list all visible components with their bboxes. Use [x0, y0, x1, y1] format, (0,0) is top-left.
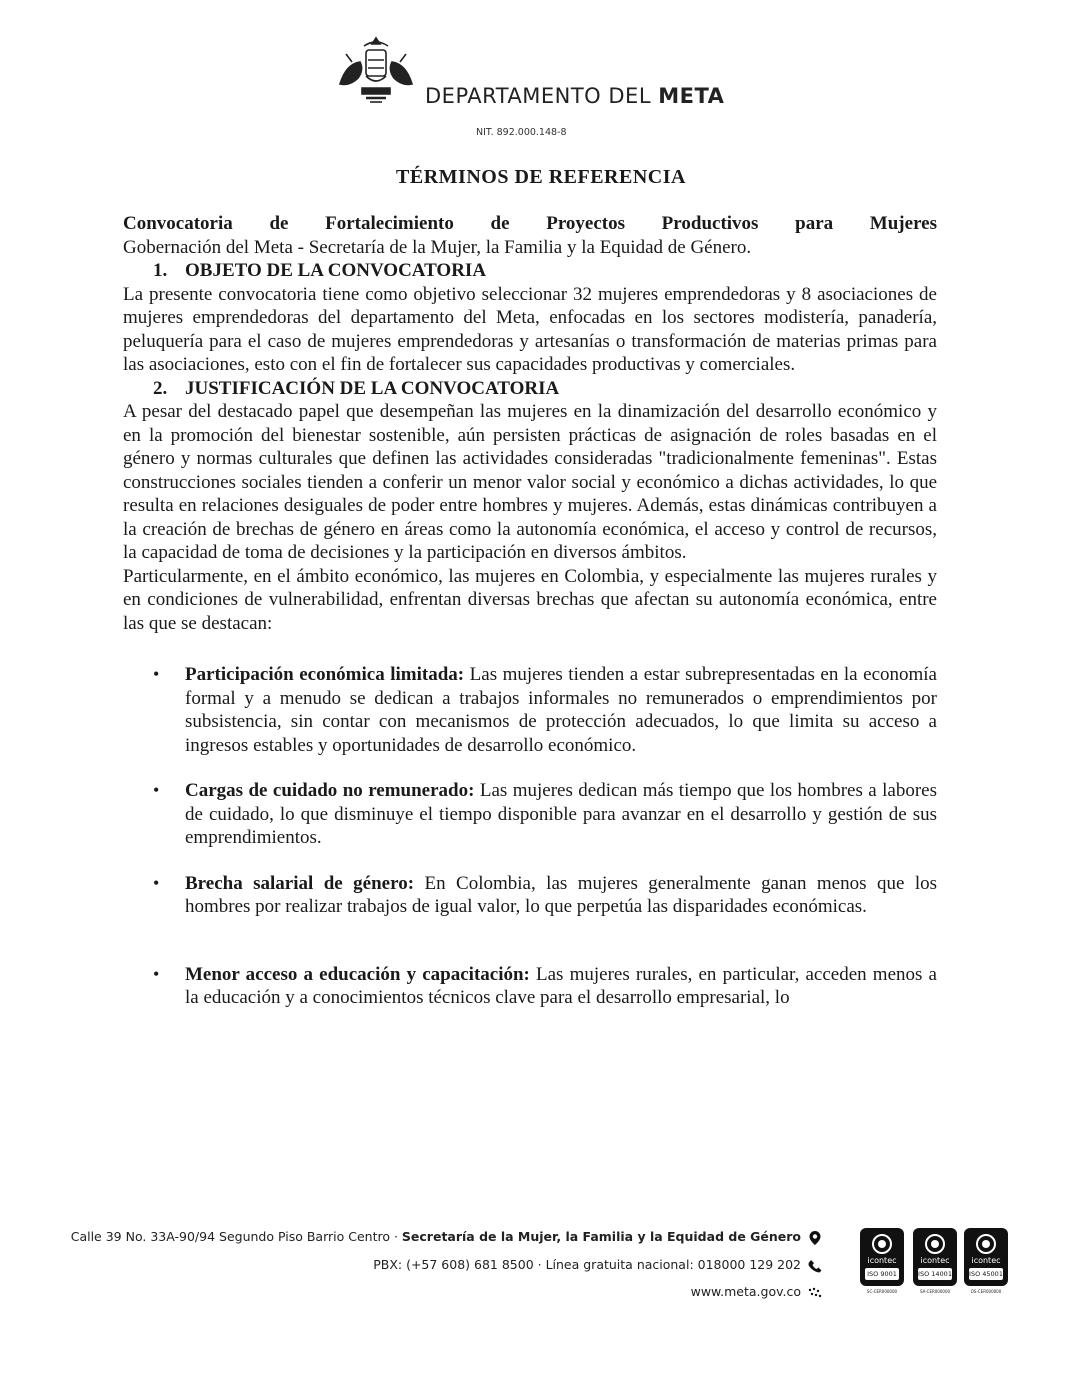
list-item — [123, 663, 937, 757]
footer-phone-line — [373, 1257, 822, 1273]
bullet-icon: • — [153, 664, 160, 684]
badge-iso: ISO 45001 — [969, 1270, 1003, 1278]
bullet-icon: • — [153, 780, 160, 800]
section-2-title: JUSTIFICACIÓN DE LA CONVOCATORIA — [185, 377, 560, 399]
badge-name: icontec — [971, 1256, 1001, 1265]
location-pin-icon — [808, 1230, 822, 1246]
list-item-title: Cargas de cuidado no remunerado: — [185, 780, 475, 801]
department-name — [425, 84, 724, 108]
footer-office: Secretaría de la Mujer, la Familia y la Equidad de Género — [401, 1229, 802, 1244]
certification-badge — [860, 1228, 904, 1294]
certification-badges — [860, 1228, 1010, 1308]
document-body — [123, 212, 937, 1010]
section-2-paragraph-1: A pesar del destacado papel que desempeñan las mujeres en la dinamización del desarrollo económico y en la promoción del bienestar sostenible, aún persisten prácticas de asignación de roles basadas en el género y normas culturales que definen las actividades consideradas "tradicionalmente femeninas". Estas construcciones sociales tienden a conferir un menor valor social y económico a dichas actividades, lo que resulta en relaciones desiguales de poder entre hombres y mujeres. Además, estas dinámicas contribuyen a la creación de brechas de género en áreas como la autonomía económica, el acceso y control de recursos, la capacidad de toma de decisiones y la participación en diversos ámbitos. — [123, 401, 937, 563]
certification-badge — [913, 1228, 957, 1294]
footer-address-line — [71, 1229, 822, 1246]
list-item-title: Menor acceso a educación y capacitación: — [185, 963, 530, 985]
list-item — [123, 779, 937, 850]
badge-cert: SA-CER000000 — [919, 1289, 951, 1294]
badge-name: icontec — [920, 1256, 950, 1265]
certification-badge — [964, 1228, 1008, 1294]
department-name-bold: META — [658, 84, 725, 108]
bullet-icon: • — [153, 872, 160, 893]
web-dots-icon — [808, 1287, 822, 1299]
section-1-paragraph: La presente convocatoria tiene como objetivo seleccionar 32 mujeres emprendedoras y 8 asociaciones de mujeres emprendedoras del departamento del Meta, enfocadas en los sectores modistería, panadería, peluquería para el caso de mujeres emprendedoras y artesanías o transformación de materias primas para las asociaciones, esto con el fin de fortalecer sus capacidades productivas y comerciales. — [123, 283, 937, 375]
footer-website-line — [691, 1284, 822, 1299]
section-2-paragraph-2: Particularmente, en el ámbito económico, las mujeres en Colombia, y especialmente las mujeres rurales y en condiciones de vulnerabilidad, enfrentan diversas brechas que afectan su autonomía económica, entre las que se destacan: — [123, 565, 937, 634]
gap-list — [123, 663, 937, 1010]
department-crest-logo — [332, 32, 420, 112]
document-subtitle — [123, 212, 937, 259]
bullet-icon: • — [153, 963, 160, 984]
footer-website[interactable]: www.meta.gov.co — [690, 1284, 802, 1299]
icontec-icon — [872, 1234, 892, 1254]
list-item-text: En Colombia, las mujeres generalmente ganan menos que los hombres por realizar trabajos de igual valor, lo que perpetúa las disparidades económicas. — [185, 872, 937, 917]
page-footer — [0, 1222, 1082, 1312]
icontec-icon — [925, 1234, 945, 1254]
list-item-text: Las mujeres tienden a estar subrepresentadas en la economía formal y a menudo se dedican a trabajos informales no remunerados o emprendimientos por subsistencia, sin contar con mecanismos de protección adecuados, lo que limita su acceso a ingresos estables y oportunidades de desarrollo económico. — [185, 664, 937, 756]
section-1-heading — [123, 259, 937, 283]
subtitle-bold: Convocatoria de Fortalecimiento de Proyectos Productivos para Mujeres — [123, 213, 937, 234]
badge-iso: ISO 9001 — [865, 1268, 899, 1280]
section-2-number: 2. — [153, 377, 168, 399]
nit-number: NIT. 892.000.148-8 — [476, 127, 567, 138]
subtitle-rest: Gobernación del Meta - Secretaría de la Mujer, la Familia y la Equidad de Género. — [123, 236, 752, 258]
list-item — [123, 872, 937, 919]
section-1-title: OBJETO DE LA CONVOCATORIA — [185, 260, 487, 281]
badge-name: icontec — [867, 1256, 897, 1265]
list-item-text: Las mujeres rurales, en particular, acceden menos a la educación y a conocimientos técnicos clave para el desarrollo empresarial, lo — [185, 963, 937, 1008]
list-item-text: Las mujeres dedican más tiempo que los hombres a labores de cuidado, lo que disminuye el tiempo disponible para avanzar en el desarrollo y gestión de sus emprendimientos. — [185, 780, 937, 848]
section-1-number: 1. — [153, 260, 168, 281]
department-prefix: DEPARTAMENTO DEL — [425, 84, 659, 108]
letterhead — [0, 28, 1082, 138]
list-item — [123, 963, 937, 1010]
footer-phone: PBX: (+57 608) 681 8500 · Línea gratuita nacional: 018000 129 202 — [373, 1257, 802, 1272]
badge-iso: ISO 14001 — [918, 1270, 952, 1278]
badge-cert: SC-CER000000 — [866, 1289, 898, 1294]
document-title: TÉRMINOS DE REFERENCIA — [396, 166, 686, 188]
phone-icon — [808, 1259, 822, 1273]
list-item-title: Brecha salarial de género: — [185, 872, 415, 894]
footer-address: Calle 39 No. 33A-90/94 Segundo Piso Barrio Centro · — [70, 1229, 402, 1244]
icontec-icon — [976, 1234, 996, 1254]
section-2-heading — [123, 377, 937, 401]
list-item-title: Participación económica limitada: — [185, 664, 465, 685]
badge-cert: OS-CER000000 — [970, 1289, 1002, 1294]
